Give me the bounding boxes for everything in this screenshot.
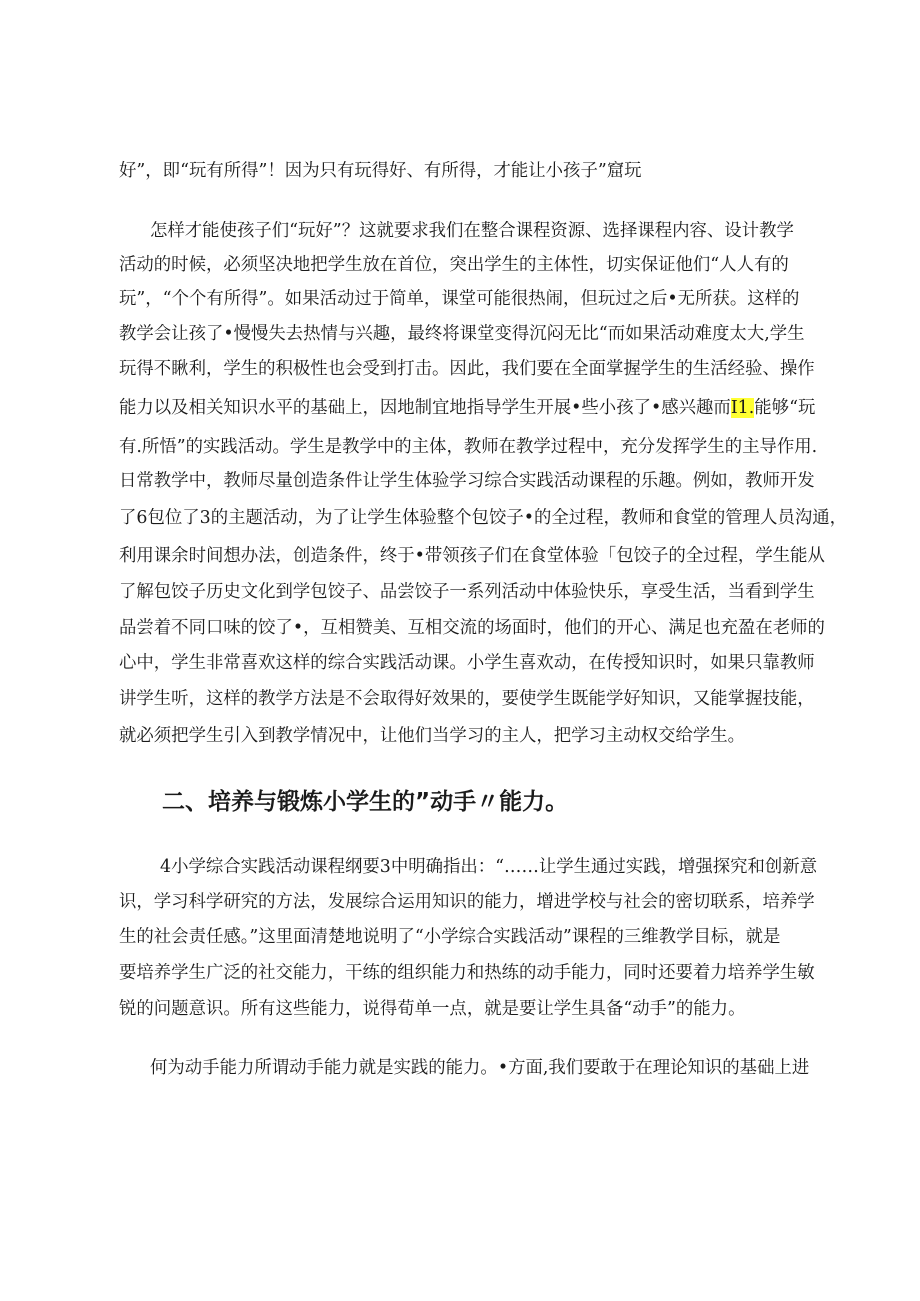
paragraph-line: 玩得不瞅利，学生的积极性也会受到打击。因此，我们要在全面掌握学生的生活经验、操作 bbox=[119, 359, 815, 379]
paragraph-line: 了6包位了3的主题活动，为了让学生体验整个包饺子•的全过程，教师和食堂的管理人员沟通， bbox=[119, 508, 848, 528]
paragraph-line: 有.所悟”的实践活动。学生是教学中的主体，教师在教学过程中，充分发挥学生的主导作用. bbox=[119, 437, 818, 457]
text-run: 能力以及相关知识水平的基础上，因地制宜地指导学生开展•些小孩了•感兴趣而 bbox=[119, 398, 731, 418]
paragraph-line: 教学会让孩了•慢慢失去热情与兴趣，最终将课堂变得沉闷无比“而如果活动难度太大,学生 bbox=[119, 324, 805, 344]
paragraph-line: 了解包饺子历史文化到学包饺子、品尝饺子一系列活动中体验快乐，享受生活，当看到学生 bbox=[119, 582, 815, 602]
paragraph-line: 锐的问题意识。所有这些能力，说得荀单一点，就是要让学生具备“动手”的能力。 bbox=[119, 999, 746, 1019]
paragraph-line: 生的社会责任感。”这里面清楚地说明了“小学综合实践活动”课程的三维教学目标，就是 bbox=[119, 927, 781, 947]
paragraph-line: 要培养学生广泛的社交能力，干练的组织能力和热练的动手能力，同时还要着力培养学生敏 bbox=[119, 963, 815, 983]
paragraph-line: 日常教学中，教师尽量创造条件让学生体验学习综合实践活动课程的乐趣。例如，教师开发 bbox=[119, 471, 815, 491]
paragraph-line: 4小学综合实践活动课程纲要3中明确指出：“……让学生通过实践，增强探究和创新意 bbox=[160, 857, 818, 877]
paragraph-line: 好”，即“玩有所得”！因为只有玩得好、有所得，才能让小孩子”窟玩 bbox=[119, 161, 642, 181]
paragraph-line: 讲学生听，这样的教学方法是不会取得好效果的，要使学生既能学好知识，又能掌握技能， bbox=[119, 689, 815, 709]
paragraph-line: 心中，学生非常喜欢这样的综合实践活动课。小学生喜欢动，在传授知识时，如果只靠教师 bbox=[119, 653, 815, 673]
paragraph-line: 品尝着不同口味的饺了•，互相赞美、互相交流的场面时，他们的开心、满足也充盈在老师的 bbox=[119, 618, 825, 638]
paragraph-line: 何为动手能力所谓动手能力就是实践的能力。•方面,我们要敢于在理论知识的基础上进 bbox=[150, 1058, 810, 1078]
paragraph-line: 识，学习科学研究的方法，发展综合运用知识的能力，增进学校与社会的密切联系，培养学 bbox=[119, 892, 815, 912]
paragraph-line bbox=[119, 392, 815, 424]
section-heading: 二、培养与锻炼小学生的”动手〃能力。 bbox=[162, 789, 569, 815]
paragraph-line: 就必须把学生引入到教学情况中，让他们当学习的主人，把学习主动权交给学生。 bbox=[119, 726, 746, 746]
paragraph-line: 怎样才能使孩子们“玩好”？这就要求我们在整合课程资源、选择课程内容、设计教学 bbox=[150, 221, 794, 241]
paragraph-line: 玩”，“个个有所得”。如果活动过于简单，课堂可能很热闹，但玩过之后•无所获。这样的 bbox=[119, 289, 800, 309]
paragraph-line: 活动的时候，必须坚决地把学生放在首位，突出学生的主体性，切实保证他们“人人有的 bbox=[119, 255, 789, 275]
paragraph-line: 利用课余时间想办法，创造条件，终于•带领孩子们在食堂体验「包饺子的全过程，学生能从 bbox=[119, 546, 825, 566]
text-run: 能够“玩 bbox=[754, 398, 816, 418]
highlighted-text: I1. bbox=[730, 398, 755, 418]
